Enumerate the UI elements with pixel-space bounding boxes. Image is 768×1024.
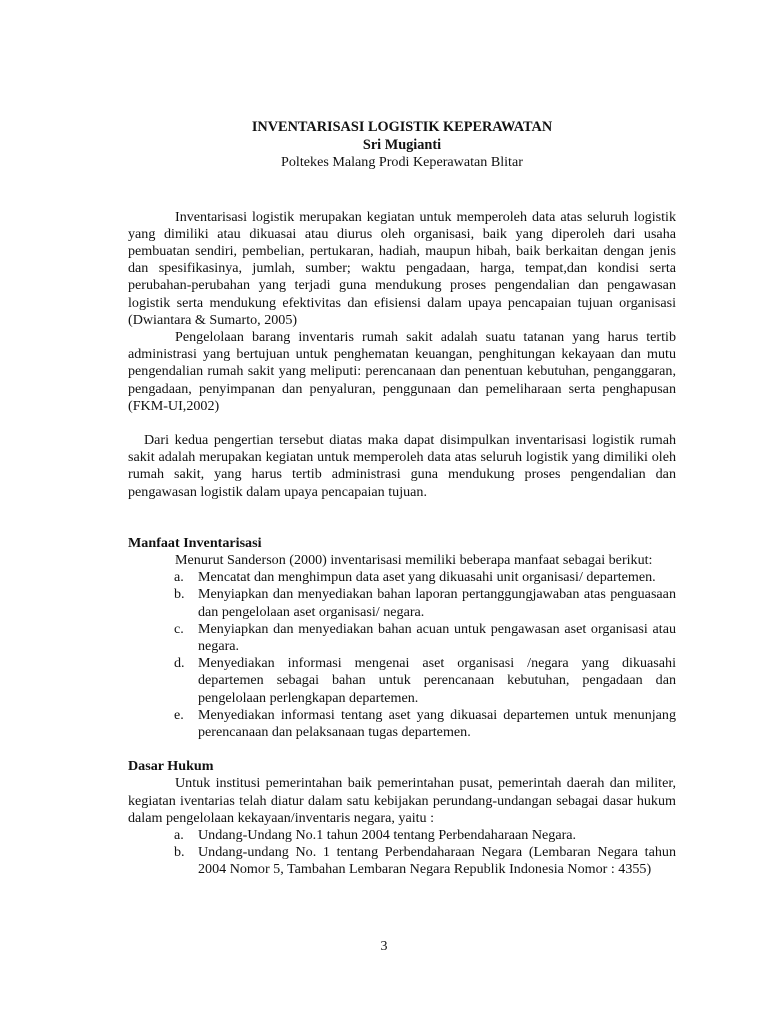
spacer: [128, 415, 676, 432]
list-item: [128, 655, 676, 707]
list-item-text: Mencatat dan menghimpun data aset yang dikuasahi unit organisasi/ departemen.: [198, 569, 656, 586]
list-item-text: Menyediakan informasi mengenai aset organisasi /negara yang dikuasahi departemen sebagai bahan untuk perencanaan kebutuhan, pengadaan dan pengelolaan perlengkapan departemen.: [198, 655, 676, 706]
paragraph-manfaat-intro: Menurut Sanderson (2000) inventarisasi memiliki beberapa manfaat sebagai berikut:: [175, 551, 653, 568]
list-item-text: Undang-undang No. 1 tentang Perbendaharaan Negara (Lembaran Negara tahun 2004 Nomor 5, Tambahan Lembaran Negara Republik Indonesia Nomor : 4355): [198, 844, 676, 878]
list-item: [128, 569, 676, 586]
page-number: 3: [380, 939, 388, 954]
list-marker: c.: [174, 620, 184, 637]
list-item-text: Undang-Undang No.1 tahun 2004 tentang Perbendaharaan Negara.: [198, 827, 577, 843]
list-marker: e.: [174, 706, 184, 723]
list-item: [128, 621, 676, 655]
paragraph-kesimpulan: Dari kedua pengertian tersebut diatas maka dapat disimpulkan inventarisasi logistik rumah sakit adalah merupakan kegiatan untuk memperoleh data atas seluruh logistik yang dimiliki oleh rumah sakit, yang harus tertib administrasi guna mendukung proses pengendalian dan pengawasan logistik dalam upaya pencapaian tujuan.: [128, 431, 676, 500]
list-marker: a.: [174, 827, 184, 843]
paragraph-inventarisasi: Inventarisasi logistik merupakan kegiatan untuk memperoleh data atas seluruh logistik yang dimiliki atau dikuasai atau diurus oleh organisasi, baik yang diperoleh dari usaha pembuatan sendiri, pembelian, pertukaran, hadiah, maupun hibah, baik berkaitan dengan jenis dan spesifikasinya, jumlah, sumber; waktu pengadaan, harga, tempat,dan kondisi serta perubahan-perubahan yang terjadi guna mendukung proses pengendalian dan pengawasan logistik serta mendukung efektivitas dan efisiensi dalam upaya pencapaian tujuan organisasi (Dwiantara & Sumarto, 2005): [128, 208, 676, 328]
list-item: [128, 586, 676, 620]
list-marker: b.: [174, 844, 185, 861]
list-item: [128, 707, 676, 741]
list-marker: b.: [174, 586, 185, 603]
list-item-text: Menyediakan informasi tentang aset yang dikuasai departemen untuk menunjang perencanaan dan pelaksanaan tugas departemen.: [198, 706, 676, 740]
document-affiliation: Poltekes Malang Prodi Keperawatan Blitar: [281, 154, 523, 170]
list-item-text: Menyiapkan dan menyediakan bahan laporan pertanggungjawaban atas penguasaan dan pengelolaan aset organisasi/ negara.: [198, 586, 676, 620]
list-item: [128, 844, 676, 878]
document-title: INVENTARISASI LOGISTIK KEPERAWATAN: [251, 119, 553, 135]
list-marker: a.: [174, 569, 184, 586]
document-author: Sri Mugianti: [362, 136, 442, 153]
list-item: [128, 827, 676, 844]
spacer: [128, 501, 676, 535]
dasar-hukum-list: [128, 827, 676, 879]
heading-dasar-hukum: Dasar Hukum: [128, 758, 214, 775]
list-marker: d.: [174, 655, 185, 672]
list-item-text: Menyiapkan dan menyediakan bahan acuan untuk pengawasan aset organisasi atau negara.: [198, 620, 676, 654]
paragraph-dasar-intro: Untuk institusi pemerintahan baik pemerintahan pusat, pemerintah daerah dan militer, kegiatan iventarias telah diatur dalam satu kebijakan perundang-undangan sebagai dasar hukum dalam pengelolaan kekayaan/inventaris negara, yaitu :: [128, 775, 676, 826]
title-block: [128, 119, 676, 172]
heading-manfaat: Manfaat Inventarisasi: [128, 534, 262, 551]
spacer: [128, 741, 676, 758]
manfaat-list: [128, 569, 676, 741]
paragraph-pengelolaan: Pengelolaan barang inventaris rumah sakit adalah suatu tatanan yang harus tertib administrasi yang bertujuan untuk penghematan keuangan, penghitungan kekayaan dan mutu pengendalian rumah sakit yang meliputi: perencanaan dan penentuan kebutuhan, penganggaran, pengadaan, penyimpanan dan penyaluran, penggunaan dan pemeliharaan serta penghapusan (FKM-UI,2002): [128, 328, 676, 414]
document-body: [128, 119, 676, 879]
